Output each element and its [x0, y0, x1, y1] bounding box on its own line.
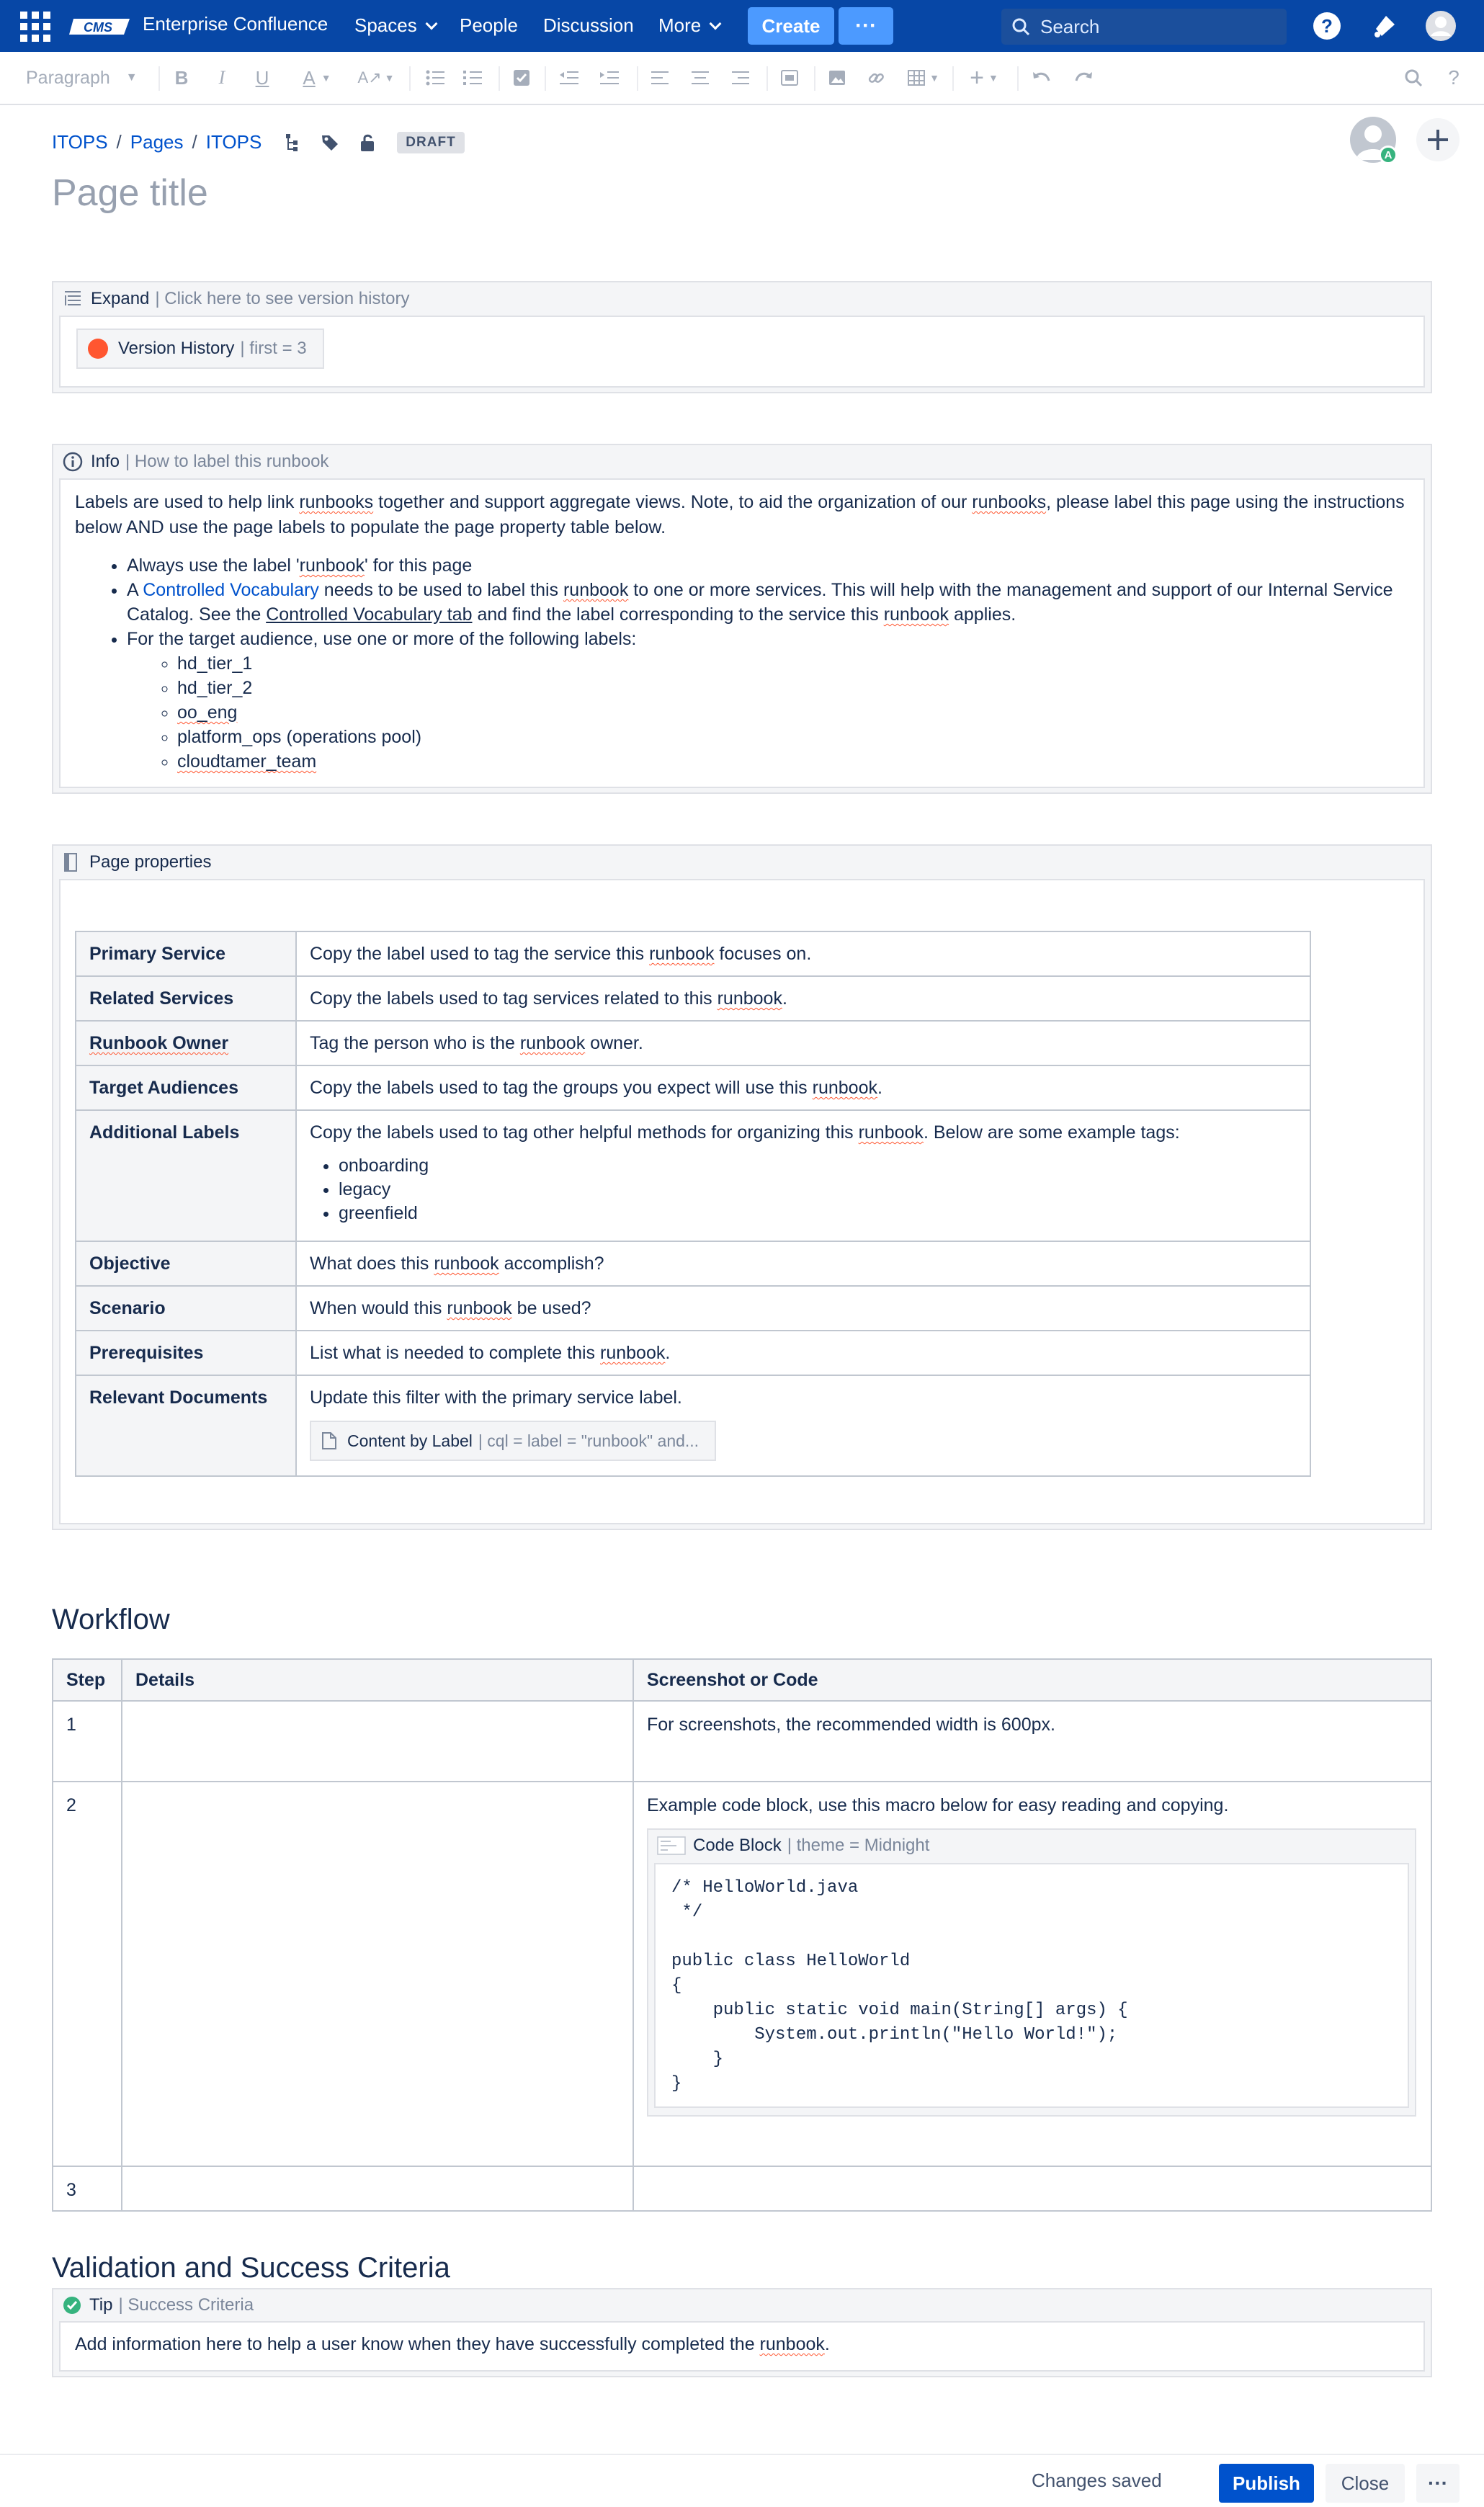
brand-name[interactable]: Enterprise Confluence [143, 13, 328, 35]
publish-button[interactable]: Publish [1219, 2464, 1314, 2503]
column-header[interactable]: Details [122, 1659, 633, 1701]
expand-macro-icon [62, 288, 84, 310]
table-row [76, 1286, 1310, 1331]
content-by-label-macro[interactable]: Content by Label | cql = label = "runbook" and... [310, 1421, 716, 1461]
layout-icon[interactable] [775, 63, 804, 92]
instruction-list [75, 553, 1422, 774]
info-macro-header[interactable]: Info | How to label this runbook [53, 445, 1431, 478]
editor-toolbar [0, 52, 1484, 105]
more-actions-button[interactable]: ··· [1416, 2464, 1460, 2503]
table-cell[interactable] [122, 2166, 633, 2211]
breadcrumb-pages[interactable]: Pages [130, 131, 184, 153]
bullet-list-icon[interactable] [421, 63, 450, 92]
task-list-icon[interactable] [507, 63, 536, 92]
audience-label-list [127, 651, 1422, 774]
svg-text:?: ? [1321, 15, 1333, 37]
text-color-button[interactable]: A ▼ [303, 66, 331, 89]
list-item: ◦ cloudtamer_team [177, 749, 1422, 774]
list-item: ◦ hd_tier_1 [177, 651, 1422, 676]
top-navigation [0, 0, 1484, 52]
property-key[interactable]: Additional Labels [76, 1110, 296, 1241]
property-value[interactable]: What does this runbook accomplish? [296, 1241, 1310, 1286]
toolbar-divider [814, 66, 815, 91]
link-icon[interactable] [862, 63, 890, 92]
code-block-content[interactable]: /* HelloWorld.java */ public class HelloWorld { public static void main(String[] args) { System.out.println("Hello World!"); } } [654, 1863, 1409, 2108]
toolbar-divider [409, 66, 411, 91]
list-item: • Always use the label 'runbook' for this page [127, 553, 1422, 578]
info-macro-body[interactable] [59, 478, 1425, 788]
outdent-icon[interactable] [555, 63, 584, 92]
insert-more-icon[interactable]: + ▼ [970, 63, 998, 91]
help-icon[interactable] [1311, 10, 1343, 42]
table-row [76, 1375, 1310, 1476]
property-key[interactable]: Primary Service [76, 931, 296, 976]
table-row [76, 976, 1310, 1021]
table-row [53, 2166, 1431, 2211]
table-cell[interactable]: 3 [53, 2166, 122, 2211]
code-block-icon [657, 1836, 686, 1855]
property-value[interactable]: Tag the person who is the runbook owner. [296, 1021, 1310, 1065]
property-value[interactable]: When would this runbook be used? [296, 1286, 1310, 1331]
toolbar-divider [158, 66, 160, 91]
redo-icon[interactable] [1069, 63, 1098, 92]
column-header[interactable]: Step [53, 1659, 122, 1701]
document-icon [321, 1431, 337, 1450]
property-key[interactable]: Relevant Documents [76, 1375, 296, 1476]
list-item: ◦ platform_ops (operations pool) [177, 725, 1422, 749]
editor-footer [0, 2454, 1484, 2507]
app-switcher-icon[interactable] [19, 10, 52, 43]
column-header[interactable]: Screenshot or Code [633, 1659, 1431, 1701]
property-value[interactable]: Copy the labels used to tag other helpful methods for organizing this runbook. Below are some example tags: • onboarding • legacy • greenfield [296, 1110, 1310, 1241]
table-cell[interactable] [633, 2166, 1431, 2211]
version-history-macro[interactable]: Version History | first = 3 [76, 329, 324, 369]
list-item: • For the target audience, use one or more of the following labels: ◦ hd_tier_1 ◦ hd_tier_2 ◦ oo_eng ◦ platform_ops (operations pool) ◦ cloudtamer_team [127, 627, 1422, 774]
nav-discussion[interactable]: Discussion [543, 14, 634, 36]
list-item: ◦ hd_tier_2 [177, 676, 1422, 700]
property-value[interactable]: Copy the labels used to tag services related to this runbook. [296, 976, 1310, 1021]
chevron-down-icon [710, 17, 722, 30]
help-shortcuts-icon[interactable]: ? [1448, 66, 1460, 89]
expand-macro[interactable] [52, 281, 1432, 393]
page-properties-header[interactable]: Page properties [53, 846, 1431, 879]
create-more-button[interactable]: ··· [839, 7, 893, 45]
validation-heading[interactable]: Validation and Success Criteria [52, 2252, 450, 2284]
search-input[interactable] [1040, 16, 1271, 38]
table-cell[interactable]: Example code block, use this macro below for easy reading and copying. Code Block | theme = Midnight /* HelloWorld.java */ public class HelloWorld { public static void main(String[] args) { System.out.println("Hello World!"); } } [633, 1782, 1431, 2166]
code-block-macro[interactable] [647, 1828, 1416, 2117]
label-tag-icon[interactable] [321, 133, 339, 152]
list-item: ◦ oo_eng [177, 700, 1422, 725]
profile-avatar-icon[interactable] [1425, 10, 1457, 42]
page-properties-table [75, 931, 1311, 1477]
align-right-icon[interactable] [726, 63, 755, 92]
breadcrumb-space[interactable]: ITOPS [52, 131, 108, 153]
nav-more[interactable]: More [658, 14, 720, 37]
status-badge: DRAFT [397, 132, 464, 153]
info-content [75, 490, 1422, 774]
toolbar-divider [545, 66, 546, 91]
toolbar-divider [637, 66, 638, 91]
list-item: • greenfield [339, 1202, 1297, 1225]
toolbar-divider [499, 66, 500, 91]
version-history-icon [88, 339, 108, 359]
property-value[interactable]: Copy the label used to tag the service this runbook focuses on. [296, 931, 1310, 976]
save-status: Changes saved [1032, 2470, 1162, 2491]
tip-macro-body[interactable] [59, 2321, 1425, 2372]
example-tag-list [310, 1154, 1297, 1225]
toolbar-divider [766, 66, 768, 91]
property-value[interactable]: Update this filter with the primary service label. Content by Label | cql = label = "runbook" and... [296, 1375, 1310, 1476]
plus-icon [1426, 128, 1450, 152]
tip-text: Add information here to help a user know when they have successfully completed the runbook. [75, 2334, 830, 2354]
restrictions-unlock-icon[interactable] [359, 133, 377, 152]
table-icon[interactable]: ▼ [903, 63, 944, 92]
toolbar-divider [952, 66, 954, 91]
bold-button[interactable]: B [174, 66, 189, 89]
paragraph-style-select[interactable]: Paragraph ▼ [26, 67, 138, 88]
page-tree-icon[interactable] [285, 133, 300, 152]
list-item: • onboarding [339, 1154, 1297, 1178]
find-replace-icon[interactable] [1399, 63, 1428, 92]
list-item: • legacy [339, 1178, 1297, 1202]
table-row [76, 1241, 1310, 1286]
property-key[interactable]: Scenario [76, 1286, 296, 1331]
property-key[interactable]: Objective [76, 1241, 296, 1286]
workflow-heading[interactable]: Workflow [52, 1604, 170, 1635]
align-left-icon[interactable] [645, 63, 674, 92]
property-key[interactable]: Prerequisites [76, 1331, 296, 1375]
table-row [76, 931, 1310, 976]
info-icon [62, 451, 84, 473]
table-cell[interactable] [122, 1701, 633, 1782]
indent-icon[interactable] [595, 63, 624, 92]
tip-macro[interactable] [52, 2288, 1432, 2377]
search-box[interactable] [1001, 9, 1287, 45]
page-properties-macro[interactable] [52, 844, 1432, 1530]
breadcrumb: ITOPS / Pages / ITOPS DRAFT [52, 131, 465, 153]
property-value[interactable]: Copy the labels used to tag the groups you expect will use this runbook. [296, 1065, 1310, 1110]
table-row [53, 1701, 1431, 1782]
expand-macro-body[interactable] [59, 316, 1425, 388]
property-key[interactable]: Runbook Owner [76, 1021, 296, 1065]
page-title-input[interactable]: Page title [52, 172, 208, 214]
invite-collaborator-button[interactable] [1416, 118, 1460, 161]
toolbar-divider [1017, 66, 1019, 91]
code-block-header[interactable]: Code Block | theme = Midnight [648, 1830, 1415, 1862]
tip-check-icon [62, 2295, 82, 2315]
table-row [53, 1782, 1431, 2166]
cms-logo-icon[interactable] [69, 16, 131, 37]
info-macro[interactable] [52, 444, 1432, 794]
breadcrumb-parent[interactable]: ITOPS [205, 131, 262, 153]
undo-icon[interactable] [1027, 63, 1056, 92]
page-properties-icon [62, 852, 82, 873]
table-cell[interactable]: 2 [53, 1782, 122, 2166]
controlled-vocabulary-tab-link[interactable]: Controlled Vocabulary tab [266, 604, 473, 625]
expand-macro-header[interactable]: Expand | Click here to see version history [53, 282, 1431, 316]
format-more-button[interactable]: A↗ ▼ [357, 68, 395, 86]
table-cell[interactable]: 1 [53, 1701, 122, 1782]
page-properties-body[interactable] [59, 879, 1425, 1524]
italic-button[interactable]: I [218, 67, 225, 88]
table-row [76, 1065, 1310, 1110]
svg-text:CMS: CMS [84, 20, 112, 35]
nav-people[interactable]: People [460, 14, 518, 36]
property-value[interactable]: List what is needed to complete this runbook. [296, 1331, 1310, 1375]
info-paragraph: Labels are used to help link runbooks together and support aggregate views. Note, to aid the organization of our runbooks, please label this page using the instructions below AND use the page labels to populate the page property table below. [75, 492, 1405, 537]
align-center-icon[interactable] [686, 63, 715, 92]
list-item: • A Controlled Vocabulary needs to be used to label this runbook to one or more services. This will help with the management and support of our Internal Service Catalog. See the Controlled Vocabulary tab and find the label corresponding to the service this runbook applies. [127, 578, 1422, 627]
close-button[interactable]: Close [1326, 2464, 1405, 2503]
image-icon[interactable] [823, 63, 851, 92]
table-header-row [53, 1659, 1431, 1701]
chevron-down-icon [425, 17, 437, 30]
search-icon [1011, 17, 1030, 36]
underline-button[interactable]: U [255, 66, 269, 89]
table-cell[interactable] [122, 1782, 633, 2166]
create-button[interactable]: Create [748, 7, 834, 45]
numbered-list-icon[interactable] [458, 63, 487, 92]
property-key[interactable]: Related Services [76, 976, 296, 1021]
property-key[interactable]: Target Audiences [76, 1065, 296, 1110]
workflow-table [52, 1658, 1432, 2212]
collaborator-initial-badge: A [1379, 146, 1398, 164]
table-row [76, 1110, 1310, 1241]
nav-spaces[interactable]: Spaces [354, 14, 436, 37]
table-row [76, 1021, 1310, 1065]
table-cell[interactable]: For screenshots, the recommended width is 600px. [633, 1701, 1431, 1782]
table-row [76, 1331, 1310, 1375]
tip-macro-header[interactable]: Tip | Success Criteria [53, 2289, 1431, 2321]
notifications-icon[interactable] [1369, 10, 1400, 42]
controlled-vocabulary-link[interactable]: Controlled Vocabulary [143, 580, 319, 600]
